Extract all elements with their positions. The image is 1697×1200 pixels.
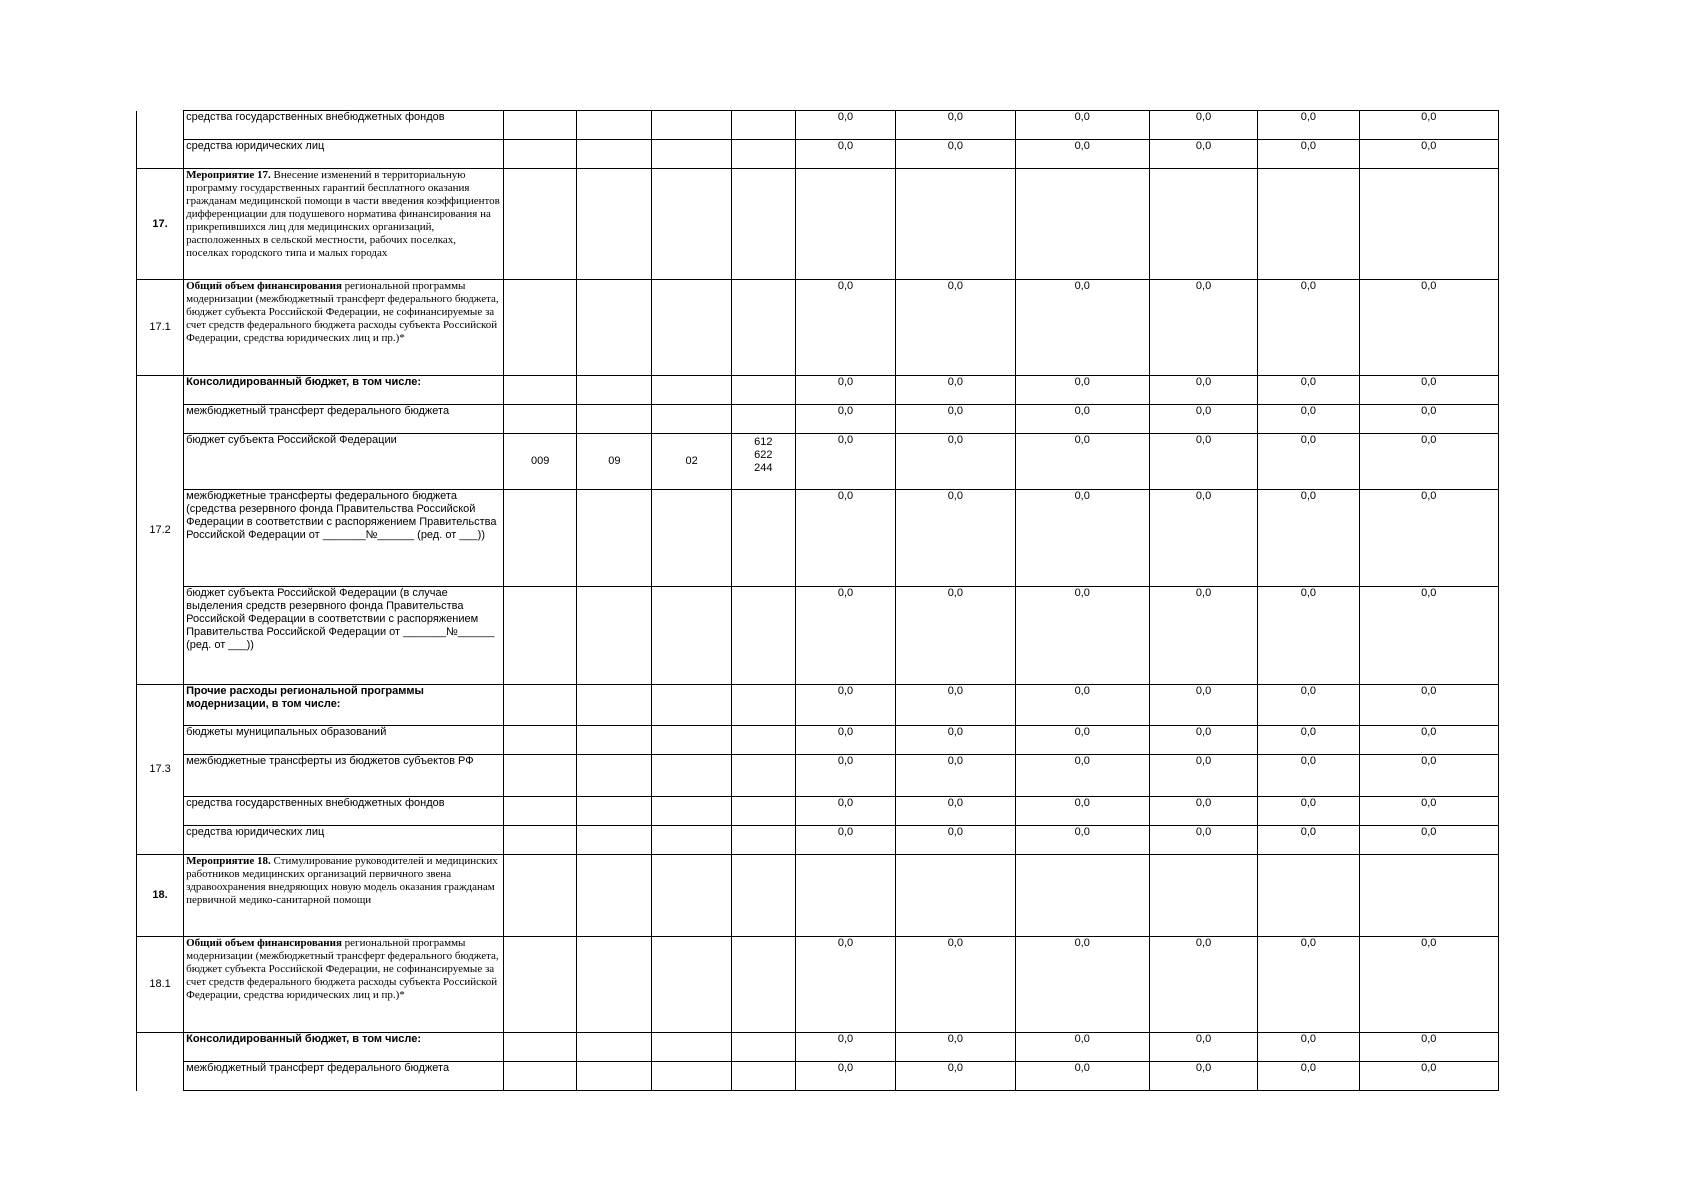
table-row: [137, 169, 1499, 280]
value-cell: 0,0: [1258, 685, 1359, 726]
value-cell: 0,0: [1359, 376, 1498, 405]
code-cell: [577, 726, 652, 755]
value-cell: [1149, 169, 1257, 280]
code-cell: [504, 111, 577, 140]
code-cell: [652, 140, 731, 169]
code-cell: [731, 169, 795, 280]
row-description: Прочие расходы региональной программы модернизации, в том числе:: [184, 685, 504, 726]
budget-table: [136, 110, 1499, 1091]
financing-label: Общий объем финансирования: [186, 937, 342, 949]
measure-label: Мероприятие 17.: [186, 169, 271, 181]
code-cell: [504, 937, 577, 1033]
row-description: межбюджетный трансферт федерального бюджета: [184, 1062, 504, 1091]
row-number: 17.3: [137, 685, 184, 855]
value-cell: 0,0: [896, 797, 1015, 826]
row-description: средства государственных внебюджетных фондов: [184, 797, 504, 826]
value-cell: 0,0: [896, 111, 1015, 140]
value-cell: 0,0: [1359, 826, 1498, 855]
value-cell: 0,0: [1359, 490, 1498, 587]
code-cell: [504, 1033, 577, 1062]
table-row: [137, 726, 1499, 755]
value-cell: 0,0: [1015, 587, 1149, 685]
value-cell: 0,0: [795, 937, 895, 1033]
code-cell: [504, 490, 577, 587]
code-cell: [504, 755, 577, 797]
value-cell: 0,0: [1359, 587, 1498, 685]
code-cell: [652, 755, 731, 797]
expense-code: 622: [754, 449, 773, 461]
value-cell: 0,0: [795, 280, 895, 376]
value-cell: 0,0: [1258, 405, 1359, 434]
value-cell: 0,0: [1015, 1062, 1149, 1091]
financing-text: региональной программы модернизации (межбюджетный трансферт федерального бюджета, бюджет субъекта Российской Федерации, не софинансируемые за счет средств федерального бюджета расходы субъекта Российской Федерации, средства юридических лиц и пр.)*: [186, 937, 499, 1001]
row-description: межбюджетные трансферты федерального бюджета (средства резервного фонда Правительства Российской Федерации в соответствии с распоряжением Правительства Российской Федерации от _______№______ (ред. от ___)): [184, 490, 504, 587]
table-row: [137, 1033, 1499, 1062]
value-cell: 0,0: [896, 755, 1015, 797]
value-cell: 0,0: [896, 405, 1015, 434]
table-row: [137, 937, 1499, 1033]
table-row: [137, 755, 1499, 797]
value-cell: 0,0: [1015, 111, 1149, 140]
value-cell: 0,0: [1149, 726, 1257, 755]
value-cell: 0,0: [1149, 490, 1257, 587]
table-row: [137, 855, 1499, 937]
code-cell: [577, 169, 652, 280]
value-cell: 0,0: [1258, 1062, 1359, 1091]
value-cell: 0,0: [1149, 1033, 1257, 1062]
code-cell: [731, 405, 795, 434]
value-cell: 0,0: [896, 490, 1015, 587]
code-cell: [577, 490, 652, 587]
expense-code: 244: [754, 462, 773, 474]
value-cell: 0,0: [1359, 1062, 1498, 1091]
code-cell: [577, 937, 652, 1033]
value-cell: 0,0: [896, 140, 1015, 169]
value-cell: 0,0: [1149, 797, 1257, 826]
value-cell: 0,0: [795, 434, 895, 490]
code-cell: [504, 855, 577, 937]
value-cell: 0,0: [1258, 434, 1359, 490]
code-cell: [731, 1033, 795, 1062]
code-cell: [652, 937, 731, 1033]
value-cell: 0,0: [1015, 685, 1149, 726]
value-cell: 0,0: [795, 111, 895, 140]
code-cell: [652, 111, 731, 140]
code-cell: [577, 280, 652, 376]
table-row: [137, 376, 1499, 405]
value-cell: 0,0: [1258, 937, 1359, 1033]
table-row: [137, 434, 1499, 490]
value-cell: 0,0: [795, 490, 895, 587]
row-number: 17.2: [137, 376, 184, 685]
value-cell: 0,0: [1015, 937, 1149, 1033]
value-cell: 0,0: [795, 826, 895, 855]
code-cell: [577, 587, 652, 685]
expense-type-codes: [731, 434, 795, 490]
value-cell: 0,0: [1015, 1033, 1149, 1062]
value-cell: 0,0: [795, 587, 895, 685]
code-cell: [731, 826, 795, 855]
code-cell: [731, 376, 795, 405]
value-cell: 0,0: [1149, 587, 1257, 685]
value-cell: [1258, 169, 1359, 280]
code-cell: [504, 280, 577, 376]
table-row: [137, 797, 1499, 826]
code-cell: [577, 1062, 652, 1091]
value-cell: 0,0: [1015, 434, 1149, 490]
code-cell: [504, 1062, 577, 1091]
measure-title: [184, 169, 504, 280]
code-cell: [504, 826, 577, 855]
value-cell: 0,0: [896, 726, 1015, 755]
code-cell: [731, 685, 795, 726]
code-cell: [652, 376, 731, 405]
row-number: 18.1: [137, 937, 184, 1033]
table-row: [137, 405, 1499, 434]
value-cell: 0,0: [1359, 726, 1498, 755]
code-cell: [652, 726, 731, 755]
code-cell: [652, 797, 731, 826]
code-cell: [577, 797, 652, 826]
row-description: межбюджетный трансферт федерального бюджета: [184, 405, 504, 434]
measure-text: Стимулирование руководителей и медицинских работников медицинских организаций первичного звена здравоохранения внедряющих новую модель оказания гражданам первичной медико-санитарной помощи: [186, 855, 498, 906]
value-cell: 0,0: [896, 1033, 1015, 1062]
table-row: [137, 280, 1499, 376]
value-cell: 0,0: [795, 405, 895, 434]
code-cell: [652, 1033, 731, 1062]
measure-title: [184, 855, 504, 937]
code-cell: [577, 1033, 652, 1062]
code-cell: [731, 726, 795, 755]
table-row: [137, 685, 1499, 726]
row-number: 17.: [137, 169, 184, 280]
code-cell: 09: [577, 434, 652, 490]
row-description: средства юридических лиц: [184, 140, 504, 169]
value-cell: 0,0: [1015, 140, 1149, 169]
value-cell: 0,0: [1149, 1062, 1257, 1091]
value-cell: 0,0: [795, 797, 895, 826]
code-cell: [731, 490, 795, 587]
value-cell: 0,0: [1258, 140, 1359, 169]
code-cell: [652, 169, 731, 280]
value-cell: 0,0: [1149, 826, 1257, 855]
value-cell: 0,0: [1015, 405, 1149, 434]
value-cell: 0,0: [1149, 405, 1257, 434]
code-cell: [731, 797, 795, 826]
value-cell: 0,0: [1015, 797, 1149, 826]
value-cell: 0,0: [1015, 726, 1149, 755]
value-cell: 0,0: [896, 587, 1015, 685]
value-cell: 0,0: [1015, 755, 1149, 797]
value-cell: 0,0: [896, 434, 1015, 490]
value-cell: [896, 855, 1015, 937]
value-cell: 0,0: [1015, 376, 1149, 405]
value-cell: 0,0: [1258, 490, 1359, 587]
value-cell: 0,0: [1359, 405, 1498, 434]
code-cell: [504, 685, 577, 726]
code-cell: [731, 111, 795, 140]
value-cell: 0,0: [1359, 685, 1498, 726]
table-row: [137, 111, 1499, 140]
value-cell: 0,0: [795, 376, 895, 405]
value-cell: 0,0: [1359, 937, 1498, 1033]
code-cell: [504, 376, 577, 405]
code-cell: [577, 685, 652, 726]
value-cell: 0,0: [896, 685, 1015, 726]
row-description: средства юридических лиц: [184, 826, 504, 855]
code-cell: [577, 140, 652, 169]
row-description: средства государственных внебюджетных фондов: [184, 111, 504, 140]
measure-label: Мероприятие 18.: [186, 855, 271, 867]
value-cell: 0,0: [795, 140, 895, 169]
value-cell: 0,0: [896, 826, 1015, 855]
value-cell: 0,0: [1359, 434, 1498, 490]
value-cell: 0,0: [1359, 797, 1498, 826]
code-cell: [577, 855, 652, 937]
code-cell: [652, 405, 731, 434]
code-cell: [577, 826, 652, 855]
value-cell: 0,0: [1359, 1033, 1498, 1062]
row-description: Консолидированный бюджет, в том числе:: [184, 376, 504, 405]
value-cell: 0,0: [1149, 111, 1257, 140]
code-cell: [652, 855, 731, 937]
value-cell: 0,0: [795, 755, 895, 797]
value-cell: 0,0: [1258, 797, 1359, 826]
value-cell: 0,0: [1149, 434, 1257, 490]
value-cell: [1149, 855, 1257, 937]
value-cell: 0,0: [795, 1033, 895, 1062]
value-cell: 0,0: [1258, 726, 1359, 755]
code-cell: [652, 1062, 731, 1091]
table-row: [137, 490, 1499, 587]
code-cell: [731, 855, 795, 937]
value-cell: [896, 169, 1015, 280]
value-cell: 0,0: [1258, 376, 1359, 405]
value-cell: 0,0: [1149, 937, 1257, 1033]
row-number-cell: [137, 111, 184, 169]
value-cell: 0,0: [1149, 140, 1257, 169]
value-cell: 0,0: [795, 685, 895, 726]
value-cell: 0,0: [1015, 826, 1149, 855]
value-cell: 0,0: [1258, 111, 1359, 140]
row-description: Консолидированный бюджет, в том числе:: [184, 1033, 504, 1062]
value-cell: [1258, 855, 1359, 937]
code-cell: [504, 726, 577, 755]
value-cell: 0,0: [1258, 1033, 1359, 1062]
code-cell: [652, 280, 731, 376]
code-cell: [731, 587, 795, 685]
row-number: 17.1: [137, 280, 184, 376]
value-cell: 0,0: [1258, 755, 1359, 797]
value-cell: 0,0: [1359, 111, 1498, 140]
expense-code: 612: [754, 436, 773, 448]
value-cell: 0,0: [1359, 140, 1498, 169]
value-cell: 0,0: [1149, 376, 1257, 405]
code-cell: [577, 405, 652, 434]
code-cell: [652, 490, 731, 587]
code-cell: [652, 587, 731, 685]
code-cell: [577, 376, 652, 405]
value-cell: 0,0: [1015, 490, 1149, 587]
row-description: [184, 280, 504, 376]
value-cell: [1015, 169, 1149, 280]
table-row: [137, 587, 1499, 685]
value-cell: 0,0: [1258, 587, 1359, 685]
value-cell: 0,0: [795, 726, 895, 755]
value-cell: 0,0: [1149, 280, 1257, 376]
table-row: [137, 826, 1499, 855]
code-cell: [731, 937, 795, 1033]
row-description: [184, 937, 504, 1033]
value-cell: 0,0: [1015, 280, 1149, 376]
value-cell: [795, 855, 895, 937]
code-cell: [504, 405, 577, 434]
code-cell: [504, 587, 577, 685]
code-cell: 009: [504, 434, 577, 490]
code-cell: [577, 755, 652, 797]
value-cell: 0,0: [1149, 755, 1257, 797]
code-cell: [652, 685, 731, 726]
value-cell: [795, 169, 895, 280]
financing-text: региональной программы модернизации (межбюджетный трансферт федерального бюджета, бюджет субъекта Российской Федерации, не софинансируемые за счет средств федерального бюджета расходы субъекта Российской Федерации, средства юридических лиц и пр.)*: [186, 280, 499, 344]
table-row: [137, 1062, 1499, 1091]
code-cell: [652, 826, 731, 855]
measure-text: Внесение изменений в территориальную программу государственных гарантий бесплатного оказания гражданам медицинской помощи в части введения коэффициентов дифференциации для подушевого норматива финансирования на прикрепившихся лиц для медицинских организаций, расположенных в сельской местности, рабочих поселках, поселках городского типа и малых городах: [186, 169, 500, 259]
value-cell: 0,0: [896, 937, 1015, 1033]
code-cell: [731, 755, 795, 797]
value-cell: [1359, 169, 1498, 280]
value-cell: 0,0: [1359, 755, 1498, 797]
row-description: бюджеты муниципальных образований: [184, 726, 504, 755]
code-cell: [504, 797, 577, 826]
value-cell: 0,0: [1359, 280, 1498, 376]
value-cell: 0,0: [896, 280, 1015, 376]
value-cell: 0,0: [896, 1062, 1015, 1091]
value-cell: [1359, 855, 1498, 937]
row-description: межбюджетные трансферты из бюджетов субъектов РФ: [184, 755, 504, 797]
code-cell: 02: [652, 434, 731, 490]
code-cell: [504, 140, 577, 169]
value-cell: 0,0: [1149, 685, 1257, 726]
value-cell: 0,0: [1258, 280, 1359, 376]
row-number: 18.: [137, 855, 184, 937]
row-description: бюджет субъекта Российской Федерации (в случае выделения средств резервного фонда Правительства Российской Федерации в соответствии с распоряжением Правительства Российской Федерации от _______№______ (ред. от ___)): [184, 587, 504, 685]
value-cell: 0,0: [896, 376, 1015, 405]
financing-label: Общий объем финансирования: [186, 280, 342, 292]
value-cell: 0,0: [1258, 826, 1359, 855]
table-row: [137, 140, 1499, 169]
code-cell: [577, 111, 652, 140]
code-cell: [504, 169, 577, 280]
value-cell: 0,0: [795, 1062, 895, 1091]
code-cell: [731, 280, 795, 376]
row-number-cell: [137, 1033, 184, 1091]
row-description: бюджет субъекта Российской Федерации: [184, 434, 504, 490]
value-cell: [1015, 855, 1149, 937]
code-cell: [731, 140, 795, 169]
code-cell: [731, 1062, 795, 1091]
